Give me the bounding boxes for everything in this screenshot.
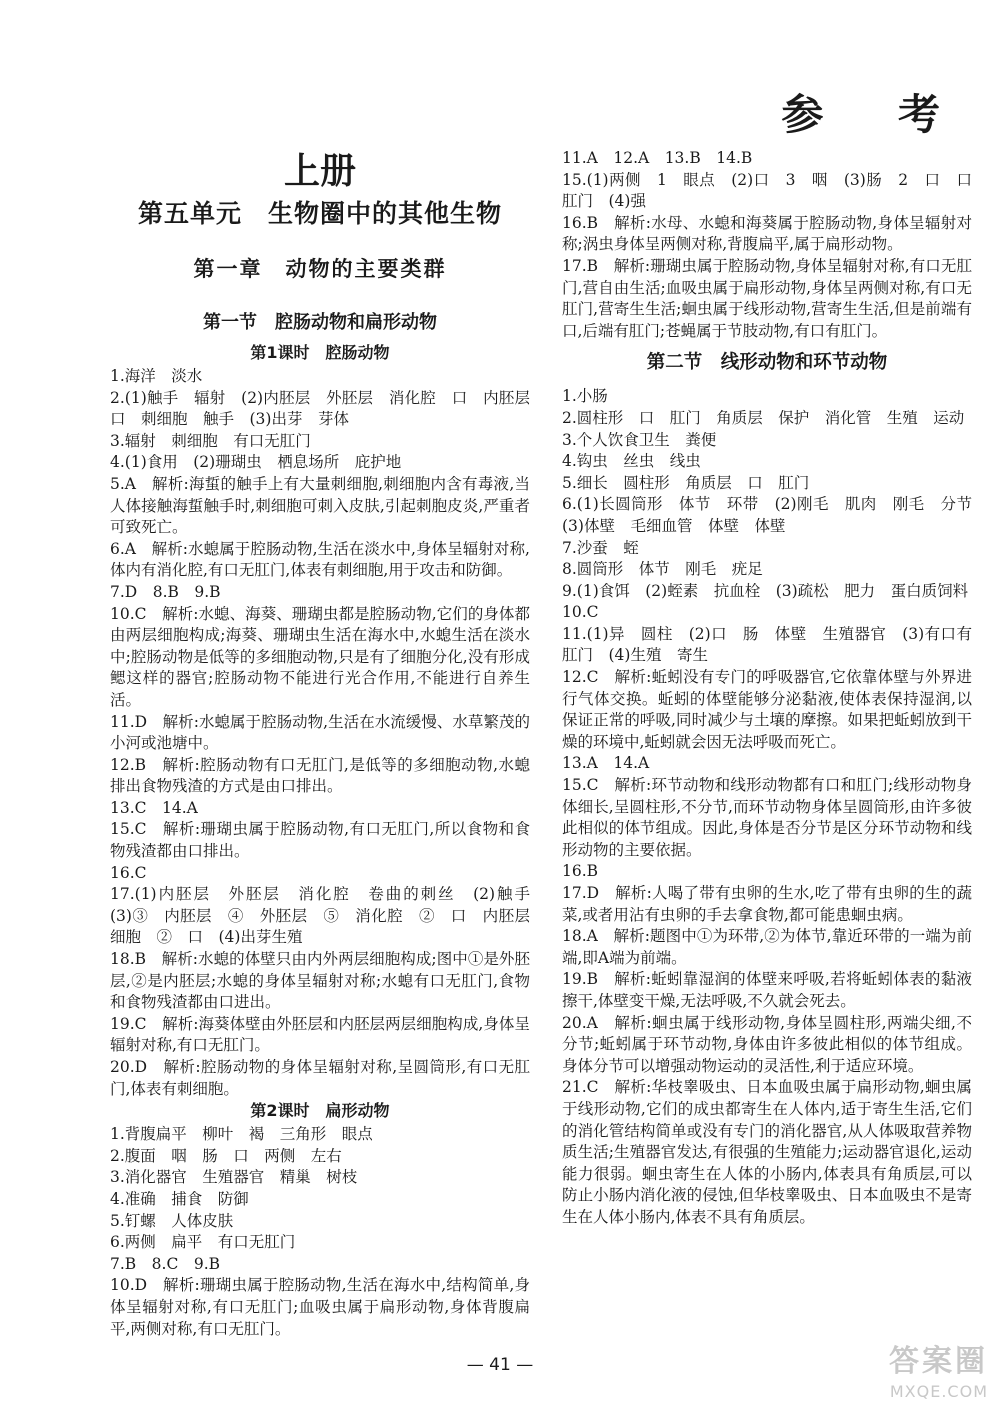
unit-title: 第五单元 生物圈中的其他生物: [137, 199, 502, 228]
answer-item: 17.(1)内胚层 外胚层 消化腔 卷曲的刺丝 (2)触手 (3)③ 内胚层 ④ 外胚层 ⑤ 消化腔 ② 口 内胚层细胞 ② 口 (4)出芽生殖: [110, 885, 546, 947]
answer-item: 13.C 14.A: [110, 798, 198, 817]
answer-item: 3.辐射 刺细胞 有口无肛门: [110, 431, 311, 450]
answer-item: 18.B 解析:水螅的体壁只由内外两层细胞构成;图中①是外胚层,②是内胚层;水螅的身体呈辐射对称;水螅有口无肛门,食物和食物残渣都由口进出。: [110, 950, 530, 1012]
answer-list: [110, 1124, 530, 1340]
answer-item: 6.两侧 扁平 有口无肛门: [110, 1233, 296, 1252]
answer-item: 6.A 解析:水螅属于腔肠动物,生活在淡水中,身体呈辐射对称,体内有消化腔,有口无肛门,体表有刺细胞,用于攻击和防御。: [110, 539, 530, 580]
answer-item: 1.海洋 淡水: [110, 367, 203, 385]
answer-item: 11.A 12.A 13.B 14.B: [562, 149, 753, 167]
section-title: 第二节 线形动物和环节动物: [646, 352, 888, 374]
answer-item: 17.B 解析:珊瑚虫属于腔肠动物,身体呈辐射对称,有口无肛门,营自由生活;血吸虫属于扁形动物,身体呈两侧对称,有口无肛门,营寄生生活;蛔虫属于线形动物,营寄生生活,但是前端有口,后端有肛门;苍蝇属于节肢动物,有口有肛门。: [562, 256, 972, 340]
answer-item: 15.C 解析:珊瑚虫属于腔肠动物,有口无肛门,所以食物和食物残渣都由口排出。: [110, 820, 530, 861]
answer-item: 7.B 8.C 9.B: [110, 1254, 221, 1273]
answer-item: 1.小肠: [562, 387, 608, 406]
answer-item: 17.D 解析:人喝了带有虫卵的生水,吃了带有虫卵的生的蔬菜,或者用沾有虫卵的手去拿食物,都可能患蛔虫病。: [562, 884, 972, 924]
watermark-logo-text: 答案圈: [889, 1344, 988, 1379]
answer-item: 12.B 解析:腔肠动物有口无肛门,是低等的多细胞动物,水螅排出食物残渣的方式是由口排出。: [110, 755, 530, 796]
answer-item: 10.C: [562, 603, 599, 622]
answer-item: 20.A 解析:蛔虫属于线形动物,身体呈圆柱形,两端尖细,不分节;蚯蚓属于环节动物,身体由许多彼此相似的体节组成。身体分节可以增强动物运动的灵活性,利于适应环境。: [562, 1013, 972, 1075]
watermark-domain: MXQE.COM: [889, 1382, 988, 1401]
answer-list: [110, 366, 546, 1100]
answer-item: 2.(1)触手 辐射 (2)内胚层 外胚层 消化腔 口 内胚层 口 刺细胞 触手 (3)出芽 芽体: [110, 388, 546, 429]
answer-item: 21.C 解析:华枝睾吸虫、日本血吸虫属于扁形动物,蛔虫属于线形动物,它们的成虫都寄生在人体内,适于寄生生活,它们的消化管结构简单或没有专门的消化器官,从人体吸取营养物质生活;生殖器官发达,有很强的生殖能力;运动器官退化,运动能力很弱。蛔虫寄生在人体的小肠内,体表具有角质层,可以防止小肠内消化液的侵蚀,但华枝睾吸虫、日本血吸虫不是寄生在人体小肠内,体表不具有角质层。: [562, 1078, 972, 1226]
answer-item: 8.圆筒形 体节 刚毛 疣足: [562, 560, 763, 579]
answer-item: 1.背腹扁平 柳叶 褐 三角形 眼点: [110, 1125, 373, 1144]
answer-list: [562, 148, 988, 342]
answer-item: 3.个人饮食卫生 粪便: [562, 430, 717, 449]
answer-item: 6.(1)长圆筒形 体节 环带 (2)刚毛 肌肉 刚毛 分节 (3)体壁 毛细血管 体壁 体壁: [562, 495, 988, 535]
answer-item: 18.A 解析:题图中①为环带,②为体节,靠近环带的一端为前端,即A端为前端。: [562, 927, 972, 967]
answer-item: 19.B 解析:蚯蚓靠湿润的体壁来呼吸,若将蚯蚓体表的黏液擦干,体壁变干燥,无法呼吸,不久就会死去。: [562, 970, 972, 1010]
answer-item: 5.细长 圆柱形 角质层 口 肛门: [562, 473, 810, 492]
answer-item: 12.C 解析:蚯蚓没有专门的呼吸器官,它依靠体壁与外界进行气体交换。蚯蚓的体壁能够分泌黏液,使体表保持湿润,以保证正常的呼吸,同时减少与土壤的摩擦。如果把蚯蚓放到干燥的环境中,蚯蚓就会因无法呼吸而死亡。: [562, 668, 972, 751]
answer-list: [562, 386, 988, 1228]
answer-item: 10.C 解析:水螅、海葵、珊瑚虫都是腔肠动物,它们的身体都由两层细胞构成;海葵、珊瑚虫生活在海水中,水螅生活在淡水中;腔肠动物是低等的多细胞动物,只是有了细胞分化,没有形成鳃这样的器官;腔肠动物不能进行光合作用,不能进行自养生活。: [110, 604, 530, 709]
answer-item: 16.C: [110, 863, 147, 882]
answer-item: 11.(1)异 圆柱 (2)口 肠 体壁 生殖器官 (3)有口有肛门 (4)生殖 寄生: [562, 624, 972, 665]
lesson-title: 第1课时 腔肠动物: [250, 343, 390, 362]
chapter-title: 第一章 动物的主要类群: [193, 257, 447, 281]
answer-item: 20.D 解析:腔肠动物的身体呈辐射对称,呈圆筒形,有口无肛门,体表有刺细胞。: [110, 1058, 530, 1098]
book-title: 上册: [283, 151, 356, 192]
left-column: [110, 150, 546, 1340]
page-number: — 41 —: [466, 1355, 534, 1375]
header-title: 参 考: [781, 90, 970, 139]
answer-item: 16.B 解析:水母、水螅和海葵属于腔肠动物,身体呈辐射对称;涡虫身体呈两侧对称,背腹扁平,属于扁形动物。: [562, 213, 972, 254]
watermark-logo: [838, 1342, 988, 1412]
answer-item: 3.消化器官 生殖器官 精巢 树枝: [110, 1168, 358, 1187]
lesson-title: 第2课时 扁形动物: [250, 1101, 390, 1121]
section-title: 第一节 腔肠动物和扁形动物: [203, 312, 437, 333]
answer-item: 2.圆柱形 口 肛门 角质层 保护 消化管 生殖 运动: [562, 408, 965, 427]
answer-item: 15.C 解析:环节动物和线形动物都有口和肛门;线形动物身体细长,呈圆柱形,不分节,而环节动物身体呈圆筒形,由许多彼此相似的体节组成。因此,身体是否分节是区分环节动物和线形动物的主要依据。: [562, 776, 972, 859]
answer-item: 16.B: [562, 862, 599, 881]
answer-item: 11.D 解析:水螅属于腔肠动物,生活在水流缓慢、水草繁茂的小河或池塘中。: [110, 712, 530, 753]
answer-item: 5.钉螺 人体皮肤: [110, 1211, 234, 1230]
answer-item: 4.钩虫 丝虫 线虫: [562, 452, 701, 471]
answer-item: 9.(1)食饵 (2)蛭素 抗血栓 (3)疏松 肥力 蛋白质饲料: [562, 581, 969, 600]
answer-item: 13.A 14.A: [562, 754, 650, 773]
answer-item: 4.准确 捕食 防御: [110, 1189, 249, 1208]
answer-item: 7.沙蚕 蛭: [562, 538, 639, 557]
answer-item: 4.(1)食用 (2)珊瑚虫 栖息场所 庇护地: [110, 453, 402, 472]
answer-item: 15.(1)两侧 1 眼点 (2)口 3 咽 (3)肠 2 口 口 肛门 (4)强: [562, 170, 988, 211]
answer-item: 19.C 解析:海葵体壁由外胚层和内胚层两层细胞构成,身体呈辐射对称,有口无肛门。: [110, 1014, 530, 1055]
right-column: [562, 148, 988, 1229]
answer-item: 10.D 解析:珊瑚虫属于腔肠动物,生活在海水中,结构简单,身体呈辐射对称,有口无肛门;血吸虫属于扁形动物,身体背腹扁平,两侧对称,有口无肛门。: [110, 1276, 530, 1338]
answer-item: 5.A 解析:海蜇的触手上有大量刺细胞,刺细胞内含有毒液,当人体接触海蜇触手时,刺细胞可刺入皮肤,引起刺胞皮炎,严重者可致死亡。: [110, 474, 530, 537]
answer-item: 7.D 8.B 9.B: [110, 582, 221, 601]
answer-item: 2.腹面 咽 肠 口 两侧 左右: [110, 1146, 342, 1165]
